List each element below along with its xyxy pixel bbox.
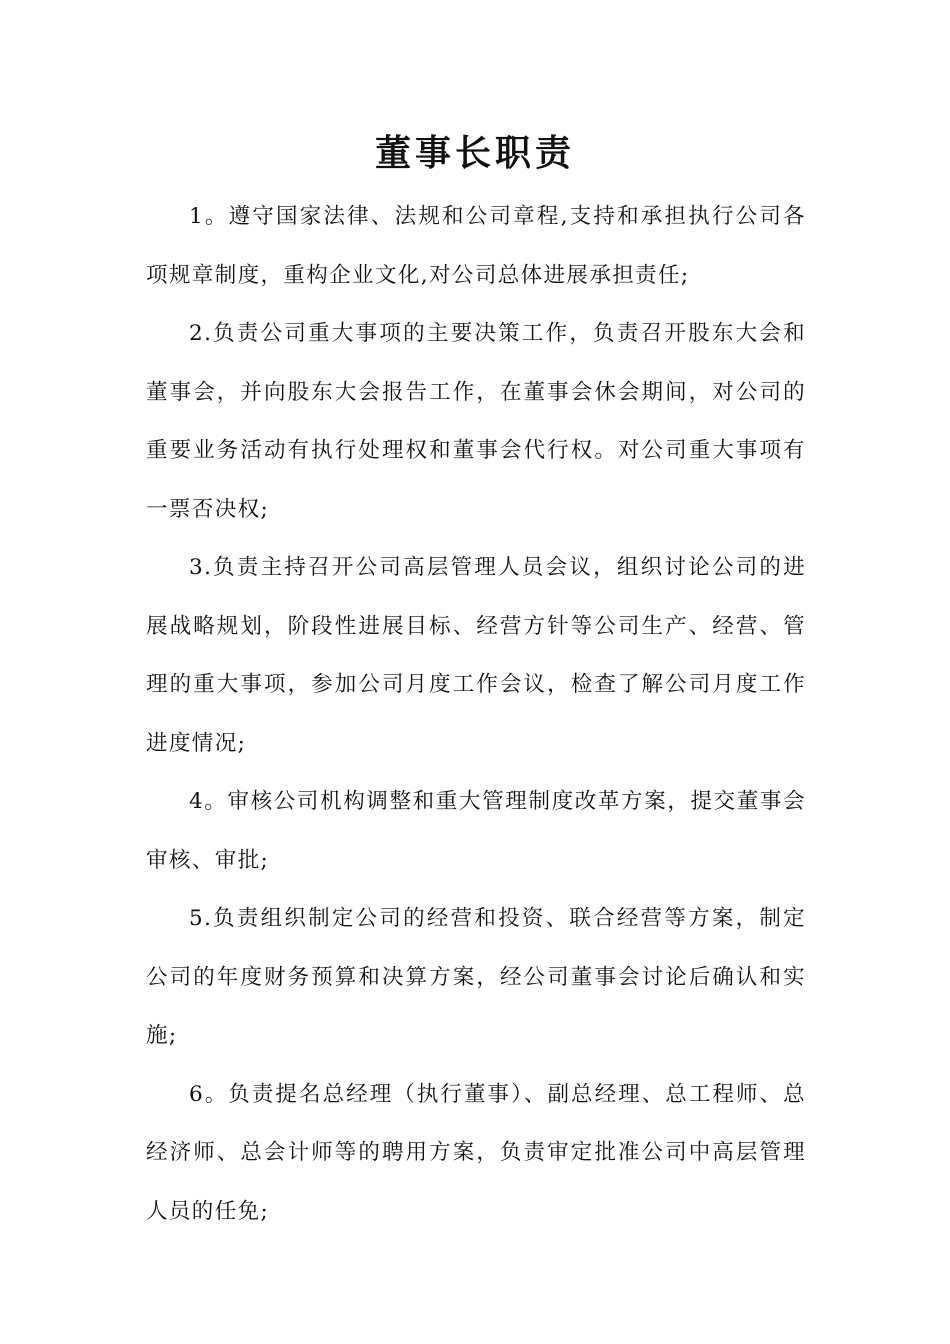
document-body bbox=[146, 188, 806, 1241]
paragraph-6: 6。负责提名总经理（执行董事）、副总经理、总工程师、总经济师、总会计师等的聘用方案，负责审定批准公司中高层管理人员的任免; bbox=[146, 1081, 806, 1224]
document-title: 董事长职责 bbox=[374, 132, 575, 174]
paragraph-2: 2.负责公司重大事项的主要决策工作，负责召开股东大会和董事会，并向股东大会报告工作，在董事会休会期间，对公司的重要业务活动有执行处理权和董事会代行权。对公司重大事项有一票否决权; bbox=[146, 321, 806, 522]
paragraph-3: 3.负责主持召开公司高层管理人员会议，组织讨论公司的进展战略规划，阶段性进展目标、经营方针等公司生产、经营、管理的重大事项，参加公司月度工作会议，检查了解公司月度工作进度情况; bbox=[146, 555, 806, 756]
paragraph-1: 1。遵守国家法律、法规和公司章程,支持和承担执行公司各项规章制度，重构企业文化,对公司总体进展承担责任; bbox=[146, 204, 806, 288]
paragraph-5: 5.负责组织制定公司的经营和投资、联合经营等方案，制定公司的年度财务预算和决算方案，经公司董事会讨论后确认和实施; bbox=[146, 906, 806, 1048]
paragraph-4: 4。审核公司机构调整和重大管理制度改革方案，提交董事会审核、审批; bbox=[146, 789, 806, 873]
